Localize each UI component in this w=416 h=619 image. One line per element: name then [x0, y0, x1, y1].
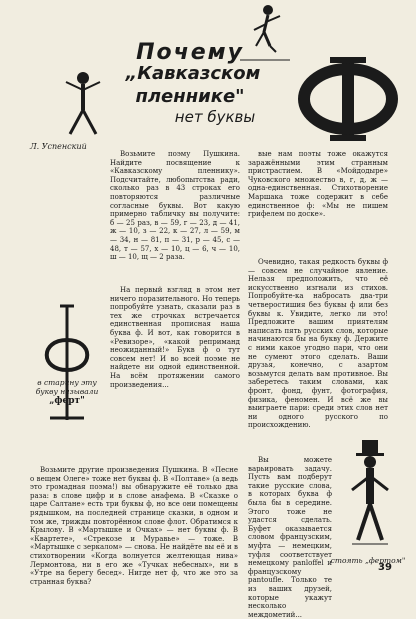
author-name: Л. Успенский: [30, 142, 87, 151]
article-column-a3: [30, 466, 238, 586]
page-number: 39: [378, 562, 392, 573]
dandy-figure-illustration: [340, 440, 400, 550]
article-paragraph: Вы можете варьировать задачу. Пусть вам подберут такие русские слова, в которых буква ф была бы в середине. Этого тоже не удастся сделать. Буфет оказывается словом французским, муфта — немецким, туфля соответствует немецкому panloffel и французскому pantoufle. Только те из ваших друзей, которые укажут несколько междометий...: [248, 456, 332, 619]
big-letter-f-illustration: [298, 55, 398, 143]
article-column-a2: [110, 286, 240, 389]
caption-left-line2: „ферт": [49, 396, 85, 406]
article-column-b2: [248, 258, 388, 430]
caption-right: стоять „фертом": [330, 556, 406, 565]
caption-left: [28, 378, 106, 406]
article-paragraph: вые нам поэты тоже окажутся заражёнными этим странным пристрастием. В «Мойдодыре» Чуковского множество в, г, д, ж — одна-единственная. Стихотворение Маршака тоже содержит в себе единственное ф: «Мы не пишем грифелем по доске».: [248, 150, 388, 219]
article-column-b3: [248, 456, 332, 619]
title-line-4: нет буквы: [174, 108, 256, 126]
article-paragraph: Возьмите поэму Пушкина. Найдите посвящение к «Кавказскому пленнику». Подсчитайте, любопытства ради, сколько раз в 43 строках его повторяются различные согласные буквы. Вот какую примерно табличку вы получите: б — 25 раз, в — 59, г — 23, д — 41, ж — 10, з — 22, к — 27, л — 59, м — 34, н — 81, п — 31, р — 45, с — 48, т — 57, х — 10, ц — 6, ч — 10, ш — 10, щ — 2 раза.: [110, 150, 240, 262]
title-line-2: „Кавказском: [125, 63, 261, 84]
article-header: [0, 0, 416, 140]
caption-left-line1: в старину эту букву называли: [35, 378, 99, 396]
dancing-figure-illustration: [58, 70, 108, 140]
article-column-a: [110, 150, 240, 262]
article-paragraph: Очевидно, такая редкость буквы ф — совсем не случайное явление. Нельзя предположить, что её искусственно изгнали из стихов. Попробуйте-ка набросать два-три четверостишия без буквы ф или без буквы к. Увидите, легко ли это! Предложите вашим приятелям написать пять русских слов, которые начинаются бы на букву ф. Держите с ними какое угодно пари, что они не сумеют этого сделать. Ваши друзья, конечно, с азартом возьмутся делать вам противное. Вы заберетесь таким словами, как фронт, фонд, фунт, фотография, физика, феномен. И всё же вы выиграете пари: среди этих слов нет ни одного русского по происхождению.: [248, 258, 388, 430]
title-line-1: Почему: [136, 40, 244, 65]
article-column-b: [248, 150, 388, 219]
article-paragraph: На первый взгляд в этом нет ничего поразительного. Но теперь попробуйте узнать, сказали раз в тех же строчках встречается единственная прописная наша буква ф. И вот, как говорится в «Ревизоре», «какой реприманд неожиданный!» Букв ф о тут совсем нет! И во всей поэме не найдете ни одной единственной. На всём протяжении самого произведения...: [110, 286, 240, 389]
article-paragraph: Возьмите другие произведения Пушкина. В «Песне о вещем Олеге» тоже нет буквы ф. В «Полтаве» (а ведь это громадная поэма!) вы обнаружите её только два раза: в слове цифр и в слове анафема. В «Сказке о царе Салтане» есть три буквы ф, но все они помещены рядышком, на последней странице сказки, в одном и том же, трижды повторённом слове флот. Обратимся к Крылову. В «Мартышке и Очках» — нет буквы ф. В «Квартете», «Стрекозе и Муравье» — тоже. В «Мартышке с зеркалом» — снова. Не найдёте вы её и в стихотворении «Когда волнуется желтеющая нива» Лермонтова, ни в его же «Тучках небесных», ни в «Утре на берегу бесед». Нигде нет ф, что же это за странная буква?: [30, 466, 238, 586]
title-line-3: пленнике": [135, 86, 245, 107]
